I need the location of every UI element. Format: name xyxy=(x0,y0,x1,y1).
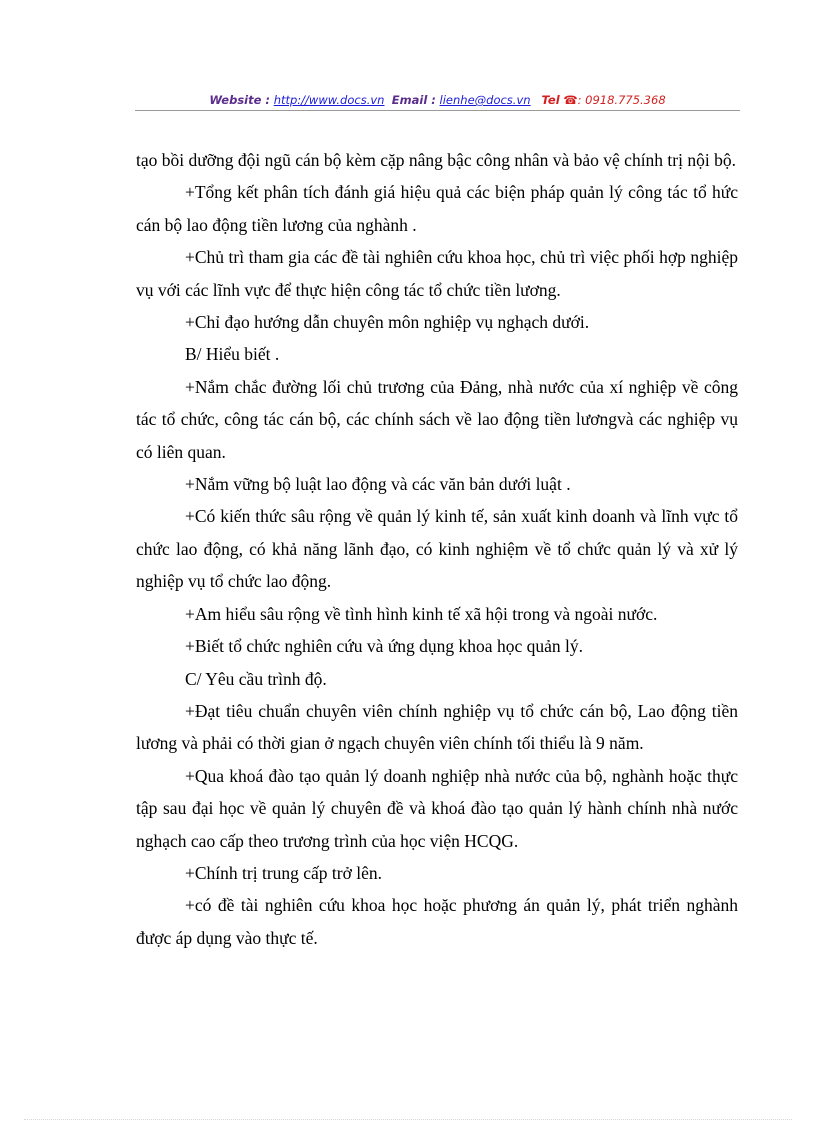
paragraph: tạo bồi dưỡng đội ngũ cán bộ kèm cặp nâng bậc công nhân và bảo vệ chính trị nội bộ. xyxy=(136,150,736,170)
paragraph: +Tổng kết phân tích đánh giá hiệu quả các biện pháp quản lý công tác tổ hức cán bộ lao động tiền lương của nghành . xyxy=(136,182,738,235)
paragraph: +có đề tài nghiên cứu khoa học hoặc phương án quản lý, phát triển nghành được áp dụng vào thực tế. xyxy=(136,895,738,948)
footer-divider xyxy=(24,1119,792,1120)
email-label: Email : xyxy=(391,93,436,107)
document-body xyxy=(136,144,738,954)
website-link[interactable]: http://www.docs.vn xyxy=(273,93,385,107)
paragraph: +Chủ trì tham gia các đề tài nghiên cứu khoa học, chủ trì việc phối hợp nghiệp vụ với các lĩnh vực để thực hiện công tác tổ chức tiền lương. xyxy=(136,247,738,300)
paragraph: +Đạt tiêu chuẩn chuyên viên chính nghiệp vụ tổ chức cán bộ, Lao động tiền lương và phải có thời gian ở ngạch chuyên viên chính tối thiểu là 9 năm. xyxy=(136,700,738,754)
paragraph: +Nắm vững bộ luật lao động và các văn bản dưới luật . xyxy=(185,474,571,495)
section-heading: B/ Hiểu biết . xyxy=(185,344,280,365)
paragraph: +Có kiến thức sâu rộng về quản lý kinh tế, sản xuất kinh doanh và lĩnh vực tổ chức lao động, có khả năng lãnh đạo, có kinh nghiệm về tổ chức quản lý và xử lý nghiệp vụ tổ chức lao động. xyxy=(136,506,738,592)
paragraph: +Qua khoá đào tạo quản lý doanh nghiệp nhà nước của bộ, nghành hoặc thực tập sau đại học về quản lý chuyên đề và khoá đào tạo quản lý hành chính nhà nước nghạch cao cấp theo trương trình của học viện HCQG. xyxy=(136,765,738,851)
paragraph: +Biết tổ chức nghiên cứu và ứng dụng khoa học quản lý. xyxy=(185,636,583,657)
phone-icon: ☎ xyxy=(563,93,578,107)
email-link[interactable]: lienhe@docs.vn xyxy=(439,93,531,107)
page-header xyxy=(135,93,740,111)
website-label: Website : xyxy=(209,93,271,107)
paragraph: +Chính trị trung cấp trở lên. xyxy=(185,862,383,883)
paragraph: +Nắm chắc đường lối chủ trương của Đảng, nhà nước của xí nghiệp về công tác tổ chức, công tác cán bộ, các chính sách về lao động tiền lươngvà các nghiệp vụ có liên quan. xyxy=(136,376,738,462)
section-heading: C/ Yêu cầu trình độ. xyxy=(185,668,327,689)
tel-label: Tel xyxy=(541,93,560,107)
paragraph: +Chỉ đạo hướng dẫn chuyên môn nghiệp vụ nghạch dưới. xyxy=(185,312,590,333)
phone-number: : 0918.775.368 xyxy=(577,93,666,107)
paragraph: +Am hiểu sâu rộng về tình hình kinh tế xã hội trong và ngoài nước. xyxy=(185,603,658,624)
